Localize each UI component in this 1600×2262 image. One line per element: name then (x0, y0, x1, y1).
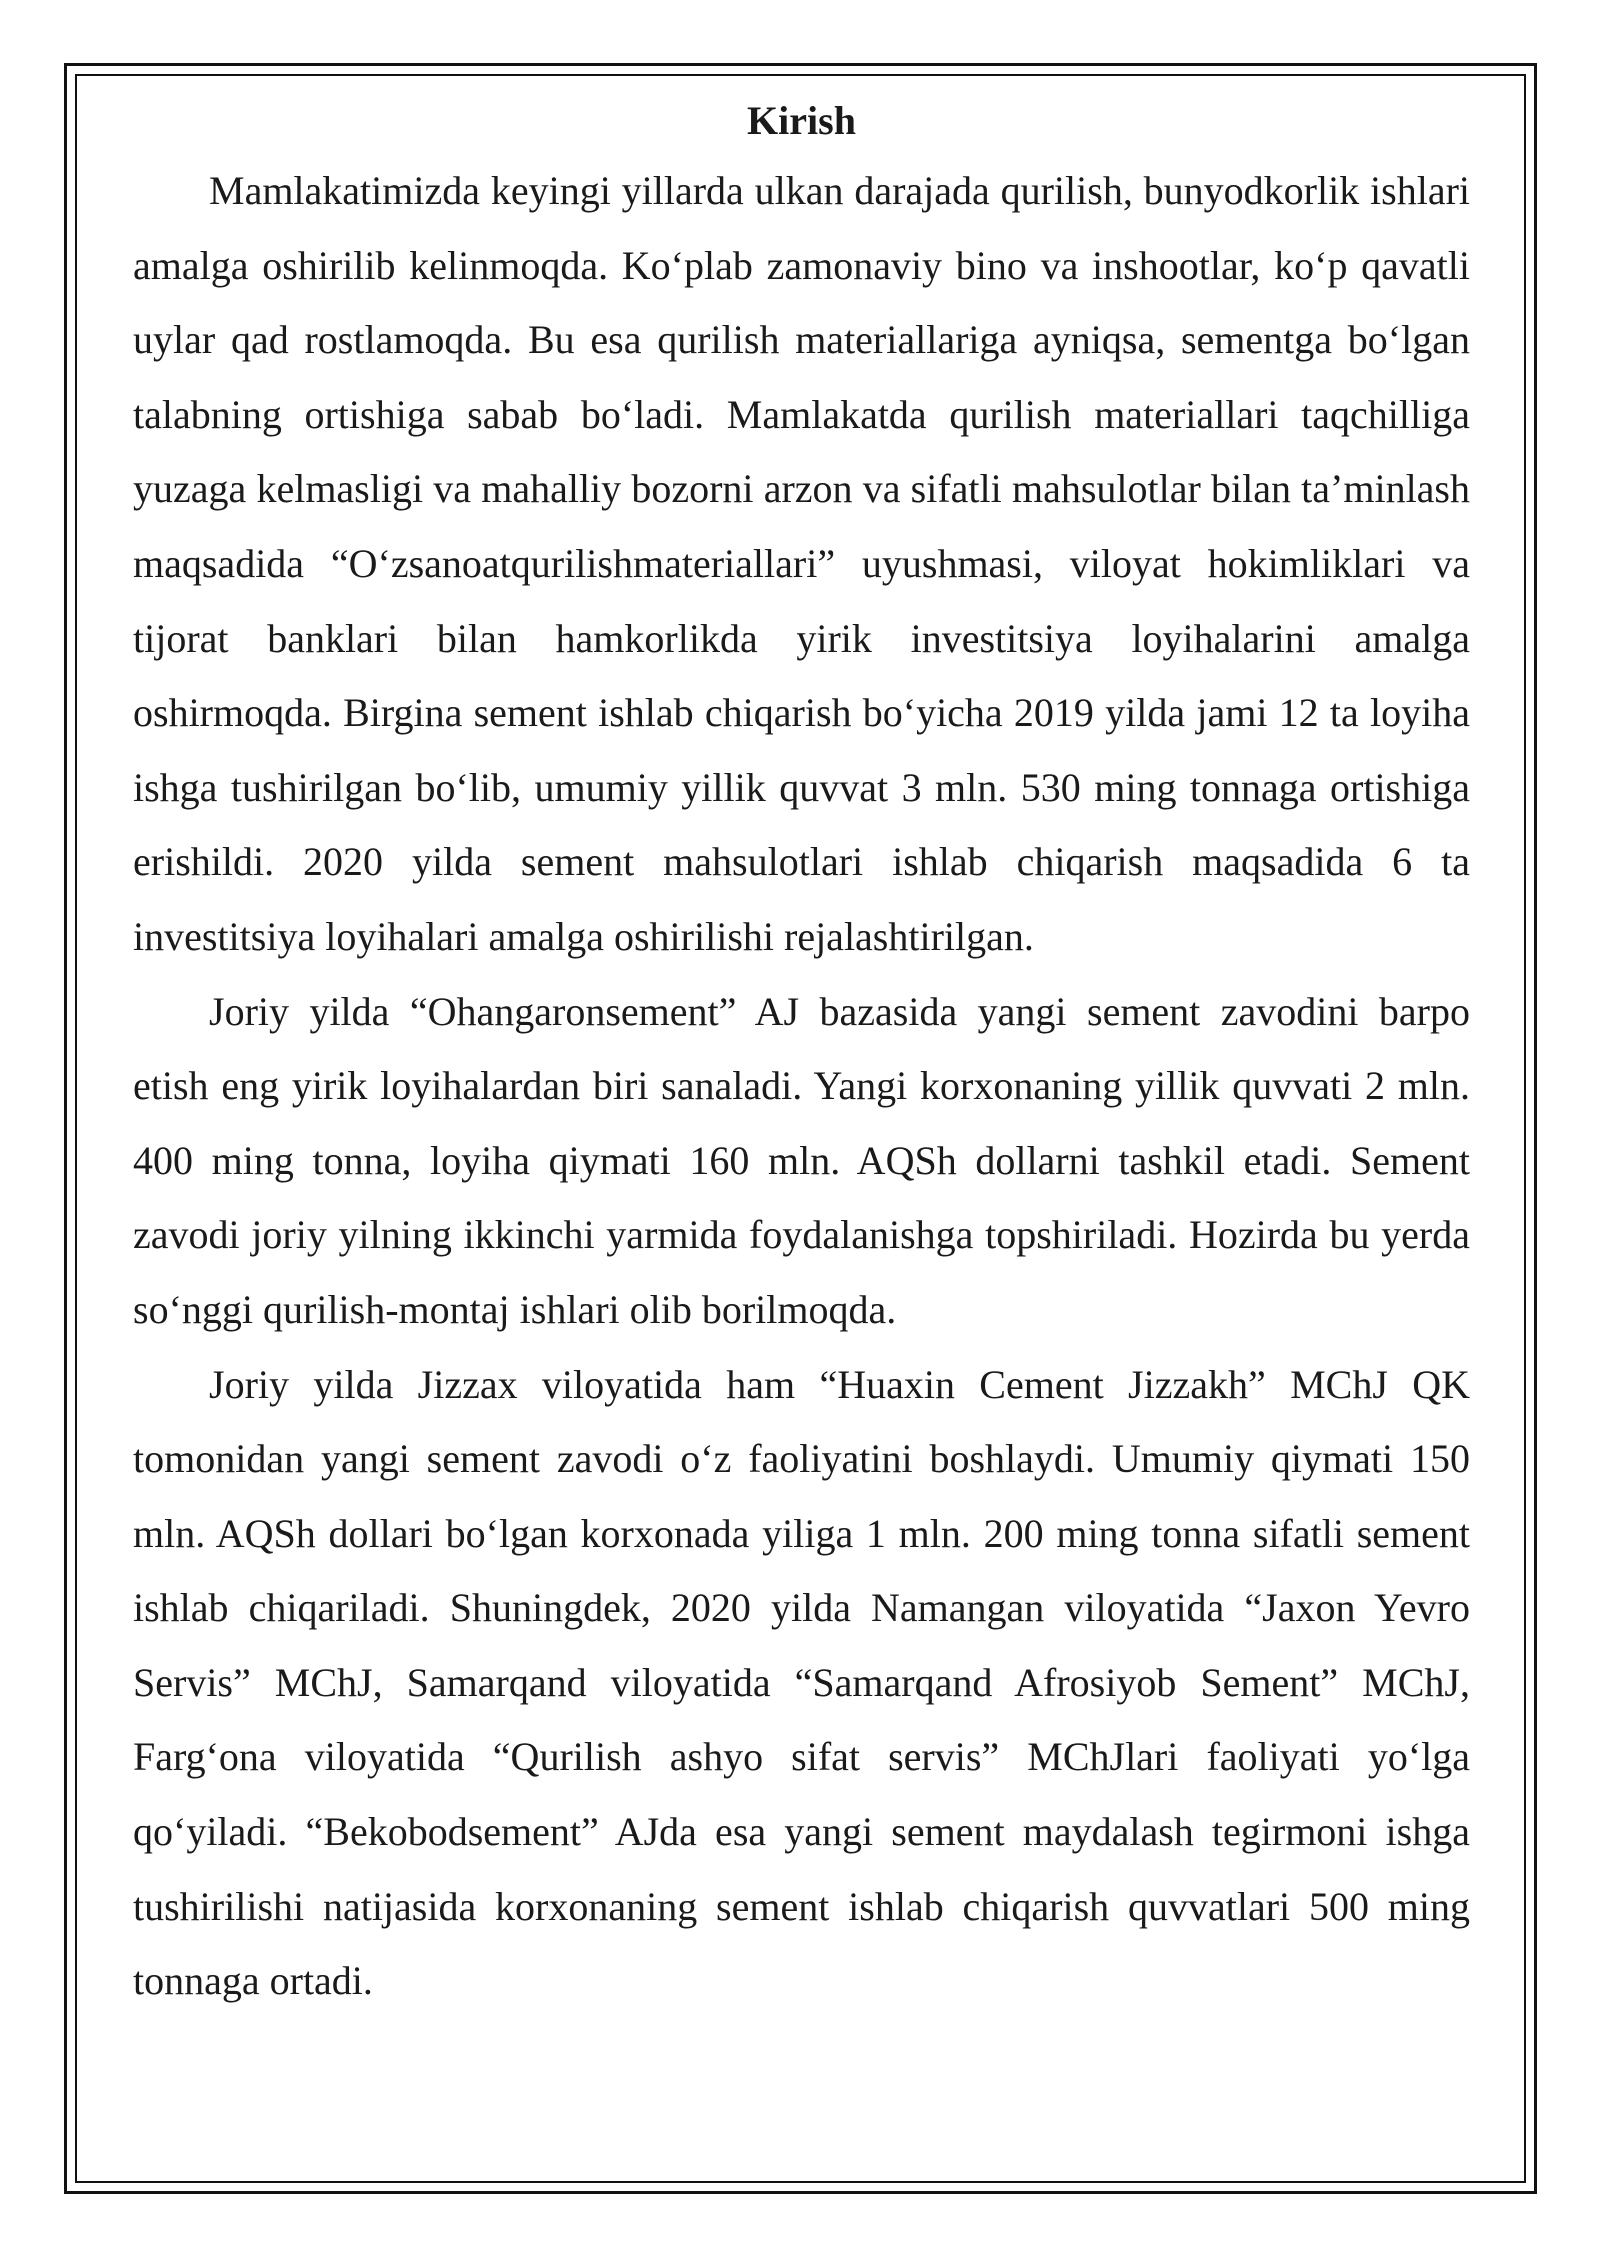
paragraph-ohangaronsement: Joriy yilda “Ohangaronsement” AJ bazasida yangi sement zavodini barpo etish eng yirik loyihalardan biri sanaladi. Yangi korxonaning yillik quvvati 2 mln. 400 ming tonna, loyiha qiymati 160 mln. AQSh dollarni tashkil etadi. Sement zavodi joriy yilning ikkinchi yarmida foydalanishga topshiriladi. Hozirda bu yerda so‘nggi qurilish-montaj ishlari olib borilmoqda. (133, 988, 1470, 1332)
document-title: Kirish (747, 98, 856, 143)
document-body (133, 90, 1470, 2019)
paragraph-jizzax: Joriy yilda Jizzax viloyatida ham “Huaxin Cement Jizzakh” MChJ QK tomonidan yangi sement zavodi o‘z faoliyatini boshlaydi. Umumiy qiymati 150 mln. AQSh dollari bo‘lgan korxonada yiliga 1 mln. 200 ming tonna sifatli sement ishlab chiqariladi. Shuningdek, 2020 yilda Namangan viloyatida “Jaxon Yevro Servis” MChJ, Samarqand viloyatida “Samarqand Afrosiyob Sement” MChJ, Farg‘ona viloyatida “Qurilish ashyo sifat servis” MChJlari faoliyati yo‘lga qo‘yiladi. “Bekobodsement” AJda esa yangi sement maydalash tegirmoni ishga tushirilishi natijasida korxonaning sement ishlab chiqarish quvvatlari 500 ming tonnaga ortadi. (133, 1361, 1470, 2004)
paragraph-intro: Mamlakatimizda keyingi yillarda ulkan darajada qurilish, bunyodkorlik ishlari amalga oshirilib kelinmoqda. Ko‘plab zamonaviy bino va inshootlar, ko‘p qavatli uylar qad rostlamoqda. Bu esa qurilish materiallariga ayniqsa, sementga bo‘lgan talabning ortishiga sabab bo‘ladi. Mamlakatda qurilish materiallari taqchilliga yuzaga kelmasligi va mahalliy bozorni arzon va sifatli mahsulotlar bilan ta’minlash maqsadida “O‘zsanoatqurilishmateriallari” uyushmasi, viloyat hokimliklari va tijorat banklari bilan hamkorlikda yirik investitsiya loyihalarini amalga oshirmoqda. Birgina sement ishlab chiqarish bo‘yicha 2019 yilda jami 12 ta loyiha ishga tushirilgan bo‘lib, umumiy yillik quvvat 3 mln. 530 ming tonnaga ortishiga erishildi. 2020 yilda sement mahsulotlari ishlab chiqarish maqsadida 6 ta investitsiya loyihalari amalga oshirilishi rejalashtirilgan. (133, 168, 1470, 959)
